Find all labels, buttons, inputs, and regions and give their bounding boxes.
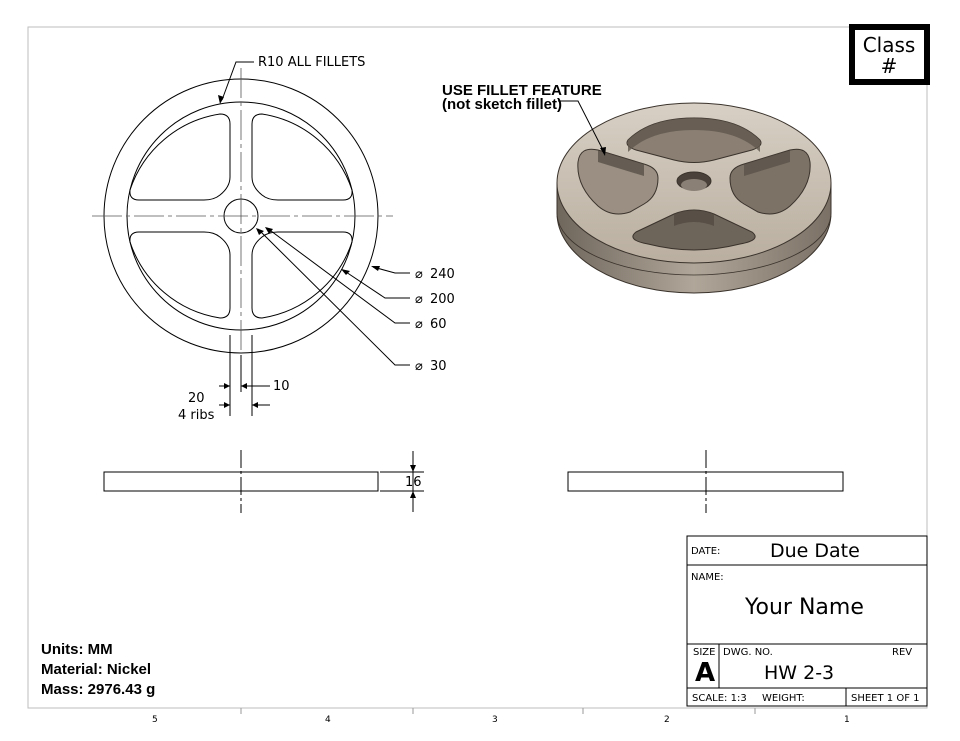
window-bottom-left	[130, 232, 230, 318]
class-box	[849, 24, 930, 85]
weight-label: WEIGHT:	[762, 693, 805, 704]
fillet-leader	[222, 62, 254, 100]
dimension-d60	[415, 317, 447, 332]
dimension-d30	[415, 359, 447, 374]
front-view-centerlines	[92, 68, 393, 352]
svg-text:⌀: ⌀	[415, 359, 423, 374]
zone-label: 4	[325, 715, 331, 725]
dwg-no-label: DWG. NO.	[723, 647, 773, 658]
scale-label: SCALE: 1:3	[692, 693, 747, 704]
size-label: SIZE	[693, 647, 716, 658]
side-view-right	[568, 450, 843, 513]
zone-label: 1	[844, 715, 850, 725]
window-top-right	[252, 114, 352, 200]
rev-label: REV	[892, 647, 913, 658]
fillet-feature-note: USE FILLET FEATURE	[442, 82, 602, 99]
class-label: Class	[862, 33, 916, 57]
zone-label: 5	[152, 715, 158, 725]
units-note: Units: MM	[41, 641, 113, 658]
thickness-dim: 16	[405, 475, 422, 490]
side-view-left	[104, 450, 378, 513]
dim-value-30: 30	[430, 359, 447, 374]
dwg-no-value: HW 2-3	[764, 662, 835, 684]
rib-spacing-dim: 20	[188, 391, 205, 406]
name-value: Your Name	[745, 595, 864, 620]
date-label: DATE:	[691, 546, 721, 557]
fillet-feature-note-sub: (not sketch fillet)	[442, 96, 563, 113]
iso-hub-hole-floor	[681, 179, 707, 191]
dimension-d240	[415, 267, 455, 282]
dim-value-200: 200	[430, 292, 455, 307]
svg-text:⌀: ⌀	[415, 267, 423, 282]
name-label: NAME:	[691, 572, 724, 583]
svg-text:⌀: ⌀	[415, 317, 423, 332]
mass-note: Mass: 2976.43 g	[41, 681, 156, 698]
zone-label: 2	[664, 715, 670, 725]
rib-count-note: 4 ribs	[178, 408, 215, 423]
diameter-leaders	[258, 228, 410, 365]
zone-label: 3	[492, 715, 498, 725]
fillet-note: R10 ALL FILLETS	[258, 55, 366, 70]
isometric-view	[557, 103, 831, 293]
window-bottom-right	[252, 232, 352, 318]
size-value: A	[695, 658, 716, 688]
date-value: Due Date	[770, 540, 860, 562]
class-number: #	[880, 54, 898, 78]
svg-text:⌀: ⌀	[415, 292, 423, 307]
window-top-left	[130, 114, 230, 200]
rib-width-dim: 10	[273, 379, 290, 394]
material-note: Material: Nickel	[41, 661, 152, 678]
dimension-d200	[415, 292, 455, 307]
sheet-label: SHEET 1 OF 1	[851, 693, 920, 704]
dim-value-240: 240	[430, 267, 455, 282]
dim-value-60: 60	[430, 317, 447, 332]
